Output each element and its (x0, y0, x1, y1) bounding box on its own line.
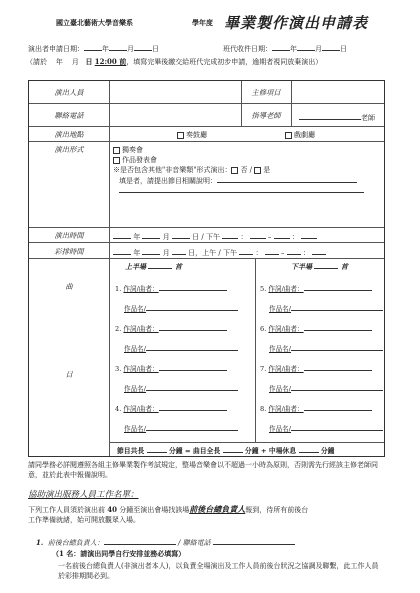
notice-time: 12:00 前 (94, 57, 127, 66)
total-suffix: 分鐘 (320, 447, 335, 455)
song-number: 7. (260, 365, 267, 373)
composer-field[interactable] (159, 323, 227, 331)
staff-item-row (36, 537, 295, 548)
first-half-label: 上半場 (125, 262, 146, 271)
if-yes-note: 填是者，請提出節目相關說明： (119, 177, 217, 185)
assist-desc-line-2: 工作準備就緒，始可開放觀眾入場。 (28, 516, 140, 524)
checkbox-yes[interactable] (254, 167, 261, 174)
staff-item-number: 1. (36, 538, 44, 547)
time-unit: 日 / 下午 (192, 233, 220, 241)
second-half-count[interactable] (314, 261, 338, 269)
venue-option-1[interactable] (177, 130, 207, 140)
assist-desc-c: 報到，待所有前後台 (245, 506, 309, 514)
non-music-question: ※是否包含其他"非音樂類"形式演出： 否 / 是 (113, 166, 271, 174)
venue-label: 演出地點 (54, 130, 84, 139)
deadline-notice (26, 57, 322, 67)
venue-option-2[interactable] (285, 130, 315, 140)
phone-label: 聯絡電話 (54, 111, 84, 120)
work-field[interactable] (291, 383, 383, 391)
assist-desc-minutes: 40 (107, 505, 117, 514)
time-label: 演出時間 (54, 231, 84, 240)
notice-day: 日 (85, 57, 93, 66)
staff-name-field[interactable] (104, 537, 176, 545)
assist-title: 協助演出服務人員工作名單： (28, 490, 139, 500)
composer-field[interactable] (159, 363, 227, 371)
song-number: 4. (115, 405, 122, 413)
unit-month: 月 (127, 45, 134, 53)
second-half-label: 下半場 (291, 262, 312, 271)
performer-field[interactable] (111, 83, 239, 101)
rehearsal-unit: ： (255, 249, 263, 257)
work-field[interactable] (146, 383, 238, 391)
time-unit: ： (291, 233, 299, 241)
advisor-suffix: 老師 (361, 114, 375, 122)
time-unit: – (267, 233, 272, 241)
composer-label: 作詞/曲者： (268, 365, 304, 373)
if-yes-extra-line[interactable] (119, 192, 364, 193)
staff-item-label: 前後台總負責人： (47, 539, 104, 547)
apply-date-label: 演出者申請日期： (28, 45, 84, 53)
office-month-field[interactable] (297, 43, 315, 51)
staff-phone-field[interactable] (213, 537, 295, 545)
composer-label: 作詞/曲者： (268, 285, 304, 293)
composer-label: 作詞/曲者： (123, 365, 159, 373)
song-number: 8. (260, 405, 267, 413)
song-number: 6. (260, 325, 267, 333)
composer-field[interactable] (304, 283, 372, 291)
composer-field[interactable] (304, 403, 372, 411)
unit-day: 日 (340, 45, 347, 53)
no-label: 否 (240, 166, 248, 174)
first-half-count[interactable] (148, 261, 172, 269)
composer-label: 作詞/曲者： (123, 325, 159, 333)
checkbox[interactable] (113, 147, 120, 154)
total-minutes-field[interactable] (147, 445, 167, 453)
rehearsal-unit: 月 (162, 249, 170, 257)
work-field[interactable] (291, 343, 383, 351)
page-title: 畢業製作演出申請表 (224, 14, 369, 32)
program-label-2: 目 (65, 370, 73, 379)
format-option-label: 作品發表會 (122, 156, 157, 164)
phone-field[interactable] (111, 106, 239, 124)
total-length-row (117, 445, 334, 455)
notice-body: ，填寫完畢後繳交給班代完成初步申請，逾期者視同放棄演出） (126, 58, 323, 66)
major-field[interactable] (293, 83, 381, 101)
school-name: 國立臺北藝術大學音樂系 (56, 18, 133, 27)
staff-description: 一名前後台總負責人(非演出者本人)，以負責全場演出及工作人員前後台狀況之協調及聯繫，此工作人員於彩排期間必到。 (58, 562, 379, 580)
program-label-1: 曲 (65, 282, 73, 291)
format-option-composition[interactable] (113, 155, 157, 165)
piece-unit: 首 (174, 262, 182, 271)
advisor-field[interactable] (299, 112, 375, 123)
composer-field[interactable] (159, 283, 227, 291)
work-label: 作品名/ (124, 345, 147, 353)
venue-option-label: 奏鼓廳 (186, 131, 207, 139)
if-yes-note-row (119, 175, 357, 186)
performer-label: 演出人員 (54, 88, 84, 97)
notice-prefix: （請於 (26, 58, 47, 66)
apply-year-field[interactable] (84, 43, 102, 51)
time-fields[interactable] (113, 231, 317, 242)
work-field[interactable] (146, 303, 238, 311)
work-label: 作品名/ (124, 385, 147, 393)
song-number: 5. (260, 285, 267, 293)
staff-note-head: （1 名：請演出同學自行安排並務必填寫） (52, 549, 186, 558)
rehearsal-unit: – (280, 249, 285, 257)
rehearsal-unit: 日，上午 / 下午 (188, 249, 237, 257)
office-day-field[interactable] (322, 43, 340, 51)
composer-label: 作詞/曲者： (268, 405, 304, 413)
apply-month-field[interactable] (109, 43, 127, 51)
composer-field[interactable] (159, 403, 227, 411)
unit-year: 年 (102, 45, 109, 53)
total-prefix: 節目共長 (117, 447, 145, 455)
work-label: 作品名/ (124, 305, 147, 313)
apply-day-field[interactable] (134, 43, 152, 51)
work-label: 作品名/ (124, 425, 147, 433)
major-label: 主修項目 (251, 88, 281, 97)
if-yes-field[interactable] (217, 175, 357, 183)
year-suffix: 學年度 (192, 18, 213, 27)
composer-label: 作詞/曲者： (268, 325, 304, 333)
total-after: 分鐘 + 中場休息 (244, 447, 297, 455)
assist-desc-line-1 (28, 504, 308, 515)
work-field[interactable] (291, 423, 383, 431)
unit-day: 日 (152, 45, 159, 53)
composer-label: 作詞/曲者： (123, 285, 159, 293)
application-form-table (28, 80, 385, 457)
venue-option-label: 戲劇廳 (294, 131, 315, 139)
first-half-header (125, 261, 182, 272)
time-unit: ： (240, 233, 248, 241)
staff-phone-label: / 聯絡電話 (178, 539, 211, 547)
rehearsal-fields[interactable] (113, 247, 326, 258)
second-half-header (291, 261, 348, 272)
assist-desc-a: 下列工作人員須於演出前 (28, 506, 105, 514)
footnote: 請同學務必詳閱遵照各組主修畢業製作考試規定，整場音樂會以不超過一小時為原則，否則需先行經該主修老師同意，並於此表中報備說明。 (28, 461, 378, 479)
checkbox[interactable] (177, 132, 184, 139)
checkbox[interactable] (113, 157, 120, 164)
notice-month: 月 (71, 58, 79, 66)
intermission-minutes-field[interactable] (299, 445, 319, 453)
song-number: 1. (115, 285, 122, 293)
yes-label: 是 (263, 166, 271, 174)
work-field[interactable] (146, 423, 238, 431)
piece-unit: 首 (340, 262, 348, 271)
assist-desc-person: 前後台總負責人 (189, 504, 246, 514)
non-music-question-text: ※是否包含其他"非音樂類"形式演出： (113, 166, 232, 174)
work-label: 作品名/ (269, 425, 292, 433)
work-field[interactable] (291, 303, 383, 311)
song-number: 2. (115, 325, 122, 333)
pieces-minutes-field[interactable] (223, 445, 243, 453)
notice-year: 年 (55, 58, 63, 66)
apply-date-row (28, 43, 159, 54)
composer-label: 作詞/曲者： (123, 405, 159, 413)
format-option-recital[interactable] (113, 145, 143, 155)
time-unit: 月 (162, 233, 170, 241)
rehearsal-label: 彩排時間 (54, 247, 84, 256)
song-number: 3. (115, 365, 122, 373)
unit-year: 年 (290, 45, 297, 53)
rehearsal-unit: 年 (133, 249, 141, 257)
assist-desc-b: 分鐘至演出會場找該場 (119, 506, 190, 514)
format-label: 演出形式 (54, 145, 84, 154)
office-date-row (223, 43, 347, 54)
advisor-label: 指導老師 (251, 111, 281, 120)
composer-field[interactable] (304, 323, 372, 331)
unit-month: 月 (315, 45, 322, 53)
format-option-label: 獨奏會 (122, 146, 143, 154)
total-mid: 分鐘 = 曲目全長 (168, 447, 221, 455)
work-label: 作品名/ (269, 305, 292, 313)
work-field[interactable] (146, 343, 238, 351)
composer-field[interactable] (304, 363, 372, 371)
checkbox-no[interactable] (231, 167, 238, 174)
checkbox[interactable] (285, 132, 292, 139)
work-label: 作品名/ (269, 345, 292, 353)
rehearsal-unit: ： (302, 249, 310, 257)
time-unit: 年 (133, 233, 141, 241)
office-date-label: 班代收件日期： (223, 45, 272, 53)
work-label: 作品名/ (269, 385, 292, 393)
office-year-field[interactable] (272, 43, 290, 51)
